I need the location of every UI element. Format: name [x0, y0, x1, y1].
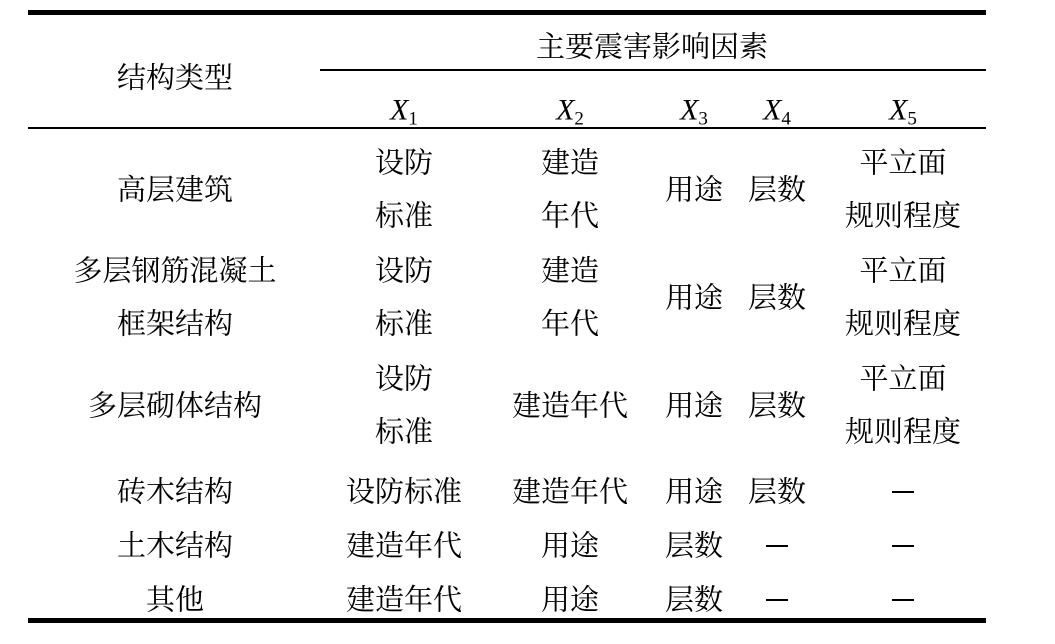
- factor-cell-text: 年代: [540, 198, 600, 233]
- factor-cell-text: 平立面: [859, 361, 947, 396]
- factor-cell-text: 层数: [664, 582, 724, 617]
- factor-header-x4: [763, 93, 791, 130]
- row-header-label: 结构类型: [116, 60, 234, 95]
- factor-cell-text: 标准: [374, 306, 434, 341]
- group-header-label: 主要震害影响因素: [535, 29, 769, 64]
- factor-cell-text: 用途: [540, 528, 600, 563]
- factor-cell-text: 规则程度: [844, 306, 962, 341]
- factor-cell-text: 建造年代: [511, 388, 629, 422]
- factor-header-x2: [556, 93, 584, 130]
- factor-cell-text: 用途: [664, 280, 724, 314]
- structure-type-line: 框架结构: [116, 306, 234, 341]
- factor-cell-text: 层数: [747, 388, 807, 422]
- empty-dash: [766, 599, 788, 601]
- structure-type-line: 土木结构: [116, 528, 234, 563]
- factor-cell-text: 建造年代: [345, 582, 463, 617]
- structure-type-line: 多层钢筋混凝土: [73, 253, 277, 288]
- factor-cell-text: 用途: [664, 474, 724, 509]
- factor-cell-text: 设防: [374, 145, 434, 180]
- structure-type-line: 砖木结构: [116, 474, 234, 509]
- factor-header-x5: [889, 93, 917, 130]
- factor-header-x3: [680, 93, 708, 130]
- factor-subscript: 2: [574, 108, 584, 130]
- top-rule: [28, 10, 986, 15]
- factor-cell-text: 用途: [540, 582, 600, 617]
- factor-cell-text: 层数: [747, 172, 807, 206]
- header-bottom-rule: [28, 127, 986, 129]
- factor-symbol: X: [680, 93, 699, 127]
- factor-header-x1: [390, 93, 418, 130]
- factor-subscript: 1: [408, 108, 418, 130]
- empty-dash: [892, 491, 914, 493]
- empty-dash: [892, 545, 914, 547]
- factor-cell-text: 规则程度: [844, 198, 962, 233]
- empty-dash: [766, 545, 788, 547]
- factor-cell-text: 建造年代: [345, 528, 463, 563]
- factor-cell-text: 设防标准: [345, 474, 463, 509]
- factor-subscript: 3: [698, 108, 708, 130]
- factor-subscript: 4: [781, 108, 791, 130]
- factor-cell-text: 建造: [540, 145, 600, 180]
- factor-cell-text: 年代: [540, 306, 600, 341]
- factor-cell-text: 层数: [664, 528, 724, 563]
- structure-type-line: 高层建筑: [116, 172, 234, 206]
- factor-symbol: X: [556, 93, 575, 127]
- factor-cell-text: 用途: [664, 388, 724, 422]
- factor-cell-text: 设防: [374, 361, 434, 396]
- structure-type-line: 多层砌体结构: [87, 388, 263, 422]
- factor-cell-text: 层数: [747, 474, 807, 509]
- factor-cell-text: 标准: [374, 414, 434, 449]
- bottom-rule: [28, 618, 986, 623]
- factor-cell-text: 平立面: [859, 253, 947, 288]
- structure-type-line: 其他: [145, 582, 205, 617]
- factor-cell-text: 层数: [747, 280, 807, 314]
- factor-cell-text: 建造: [540, 253, 600, 288]
- factor-symbol: X: [390, 93, 409, 127]
- factor-symbol: X: [889, 93, 908, 127]
- factor-cell-text: 设防: [374, 253, 434, 288]
- factor-subscript: 5: [907, 108, 917, 130]
- factor-cell-text: 用途: [664, 172, 724, 206]
- empty-dash: [892, 599, 914, 601]
- factor-cell-text: 平立面: [859, 145, 947, 180]
- group-header-rule: [320, 69, 986, 71]
- factor-cell-text: 规则程度: [844, 414, 962, 449]
- factor-cell-text: 建造年代: [511, 474, 629, 509]
- factor-symbol: X: [763, 93, 782, 127]
- factor-cell-text: 标准: [374, 198, 434, 233]
